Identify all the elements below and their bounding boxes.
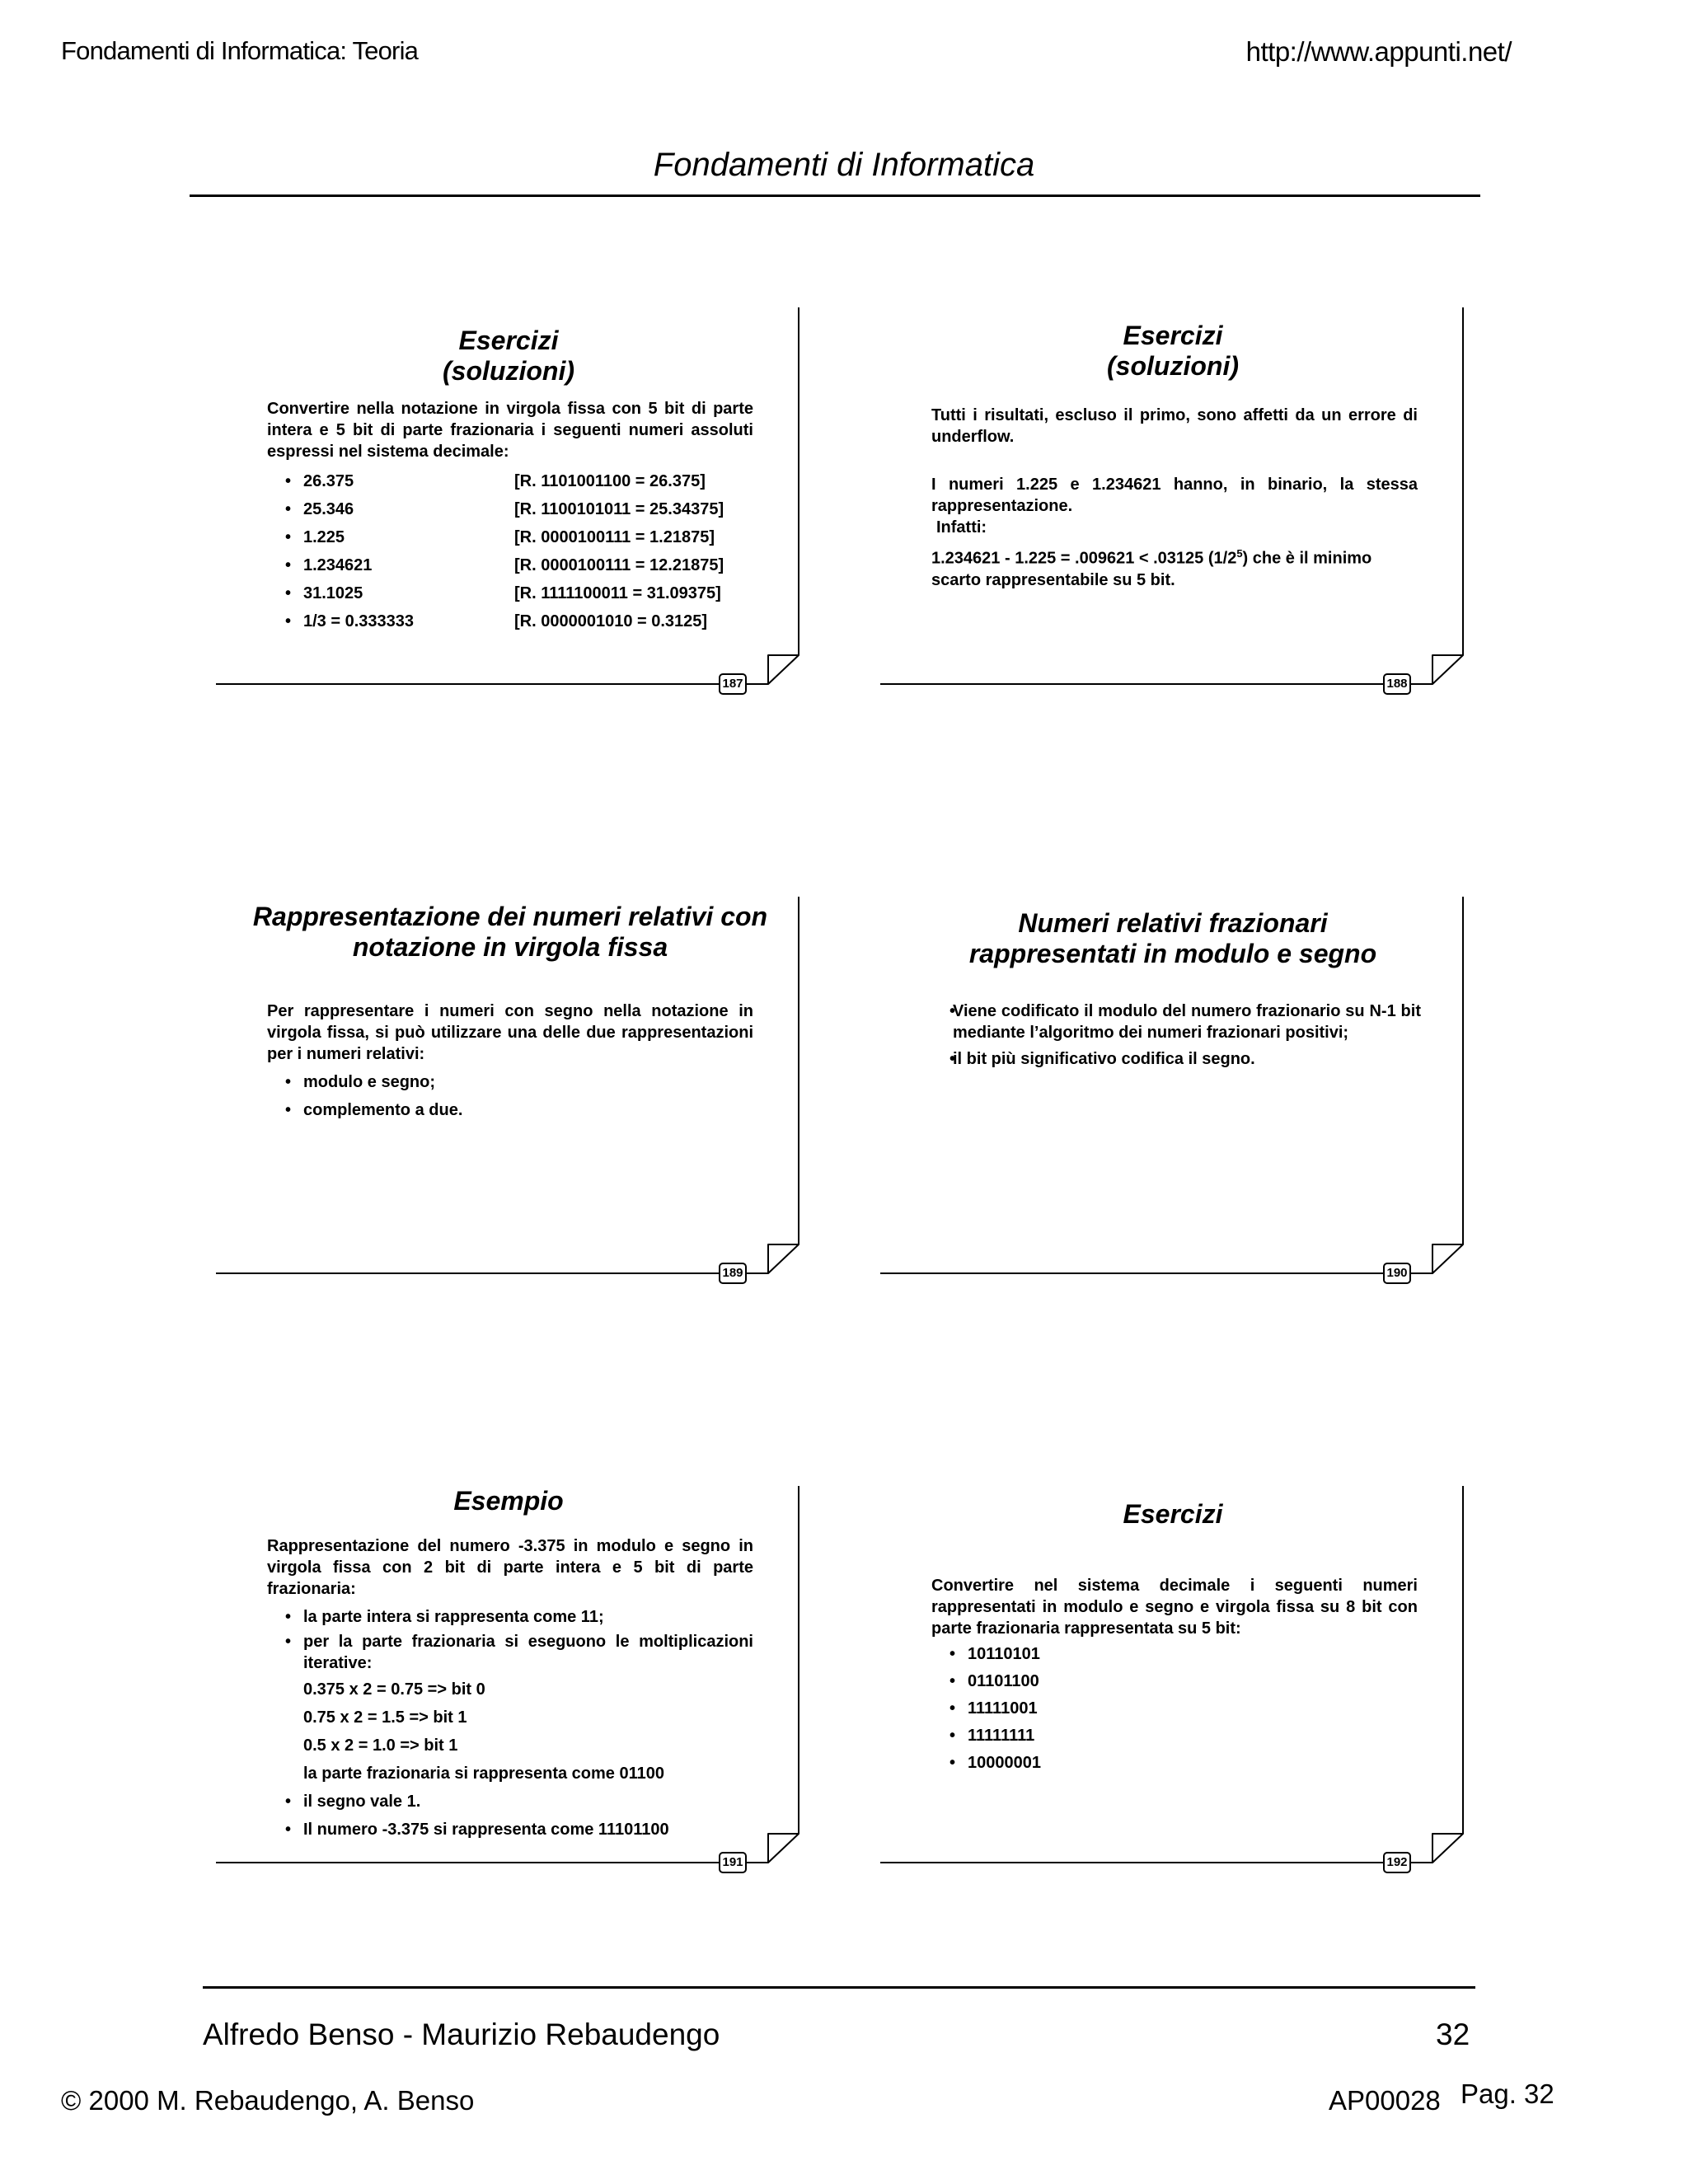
slide-title-line: (soluzioni) — [1107, 351, 1239, 381]
underflow-paragraph: Tutti i risultati, escluso il primo, sono affetti da un errore di underflow. — [931, 406, 1418, 446]
formula-exponent: 5 — [1236, 547, 1243, 560]
item-value: 1.225 — [303, 528, 345, 546]
list-item — [267, 579, 753, 607]
page-curl-icon — [1432, 654, 1465, 686]
minimum-gap-paragraph — [931, 543, 1418, 591]
slide-title-line: Rappresentazione dei numeri relativi con — [252, 902, 768, 931]
slide-number: 187 — [719, 673, 747, 695]
slide-192 — [880, 1486, 1465, 1869]
item-value: 31.1025 — [303, 584, 363, 602]
footer-page-number: 32 — [1436, 2018, 1470, 2051]
slide-bottom-edge — [880, 683, 1432, 685]
slide-title-line: Numeri relativi frazionari — [1018, 908, 1328, 938]
encoding-list — [931, 1001, 1421, 1070]
slide-title-line: Esercizi — [1123, 321, 1223, 350]
header-left-text: Fondamenti di Informatica: Teoria — [61, 36, 419, 65]
slide-191 — [216, 1486, 801, 1869]
list-item — [931, 1048, 1421, 1070]
slide-number: 190 — [1383, 1263, 1411, 1284]
list-item — [267, 607, 753, 635]
page-curl-icon — [767, 1244, 800, 1275]
slide-title-line: Esercizi — [458, 326, 559, 355]
list-item: • 11111001 — [931, 1695, 1418, 1722]
slide-body — [267, 398, 753, 635]
slide-intro: Convertire nella notazione in virgola fissa con 5 bit di parte intera e 5 bit di parte frazionaria i seguenti numeri assoluti espressi nel sistema decimale: — [267, 400, 753, 461]
page-curl-icon — [1432, 1833, 1465, 1864]
slide-intro: Rappresentazione del numero -3.375 in modulo e segno in virgola fissa con 2 bit di parte intera e 5 bit di parte frazionaria: — [267, 1537, 753, 1598]
list-item-text: • per la parte frazionaria si eseguono le moltiplicazioni iterative: — [303, 1633, 753, 1672]
list-item — [267, 1631, 753, 1674]
multiplication-steps — [267, 1675, 753, 1788]
list-item: • complemento a due. — [267, 1096, 753, 1124]
list-item: • 01101100 — [931, 1668, 1418, 1695]
slide-right-edge — [1462, 307, 1464, 655]
list-item — [931, 1001, 1421, 1043]
slide-body — [267, 1535, 753, 1844]
item-answer: [R. 1111100011 = 31.09375] — [514, 584, 721, 602]
slide-body — [931, 1001, 1421, 1070]
slide-title-line: rappresentati in modulo e segno — [968, 939, 1377, 968]
formula-text: 1.234621 - 1.225 = .009621 < .03125 (1/2 — [931, 549, 1237, 568]
slide-right-edge — [1462, 897, 1464, 1244]
slide-title — [880, 1499, 1465, 1530]
slide-number: 189 — [719, 1263, 747, 1284]
page-curl-icon — [1432, 1244, 1465, 1275]
slide-187 — [216, 307, 801, 691]
page-curl-icon — [767, 654, 800, 686]
slide-bottom-edge — [216, 1272, 768, 1274]
representation-list — [267, 1068, 753, 1124]
list-item: • Il numero -3.375 si rappresenta come 11101100 — [267, 1816, 753, 1844]
infatti-label: Infatti: — [936, 518, 987, 537]
slide-right-edge — [798, 1486, 799, 1834]
slide-body — [931, 1575, 1418, 1777]
slide-right-edge — [798, 307, 799, 655]
item-answer: [R. 1100101011 = 25.34375] — [514, 500, 724, 518]
slide-body — [931, 405, 1418, 591]
slide-title — [880, 908, 1465, 969]
slide-title-line: (soluzioni) — [443, 356, 574, 386]
slide-intro: Convertire nel sistema decimale i seguenti numeri rappresentati in modulo e segno e virgola fissa su 8 bit con parte frazionaria rappresentata su 5 bit: — [931, 1577, 1418, 1638]
slide-title — [880, 321, 1465, 382]
item-value: 26.375 — [303, 472, 354, 490]
item-answer: [R. 0000100111 = 12.21875] — [514, 556, 724, 574]
footer-authors: Alfredo Benso - Maurizio Rebaudengo — [203, 2018, 720, 2051]
list-item: • modulo e segno; — [267, 1068, 753, 1096]
list-item: • 10110101 — [931, 1641, 1418, 1668]
list-item: • il segno vale 1. — [267, 1788, 753, 1816]
slide-title-line: notazione in virgola fissa — [352, 932, 668, 962]
slide-title — [216, 1486, 801, 1516]
item-answer: [R. 1101001100 = 26.375] — [514, 472, 706, 490]
slide-title-line: Esempio — [453, 1486, 564, 1516]
list-item-text: • Viene codificato il modulo del numero frazionario su N-1 bit mediante l’algoritmo dei numeri frazionari positivi; — [953, 1002, 1421, 1042]
slide-intro: Per rappresentare i numeri con segno nella notazione in virgola fissa, si può utilizzare una delle due rappresentazioni per i numeri relativi: — [267, 1002, 753, 1063]
slide-bottom-edge — [880, 1862, 1432, 1863]
item-answer: [R. 0000001010 = 0.3125] — [514, 612, 708, 630]
slide-title — [209, 902, 811, 963]
item-value: 25.346 — [303, 500, 354, 518]
list-item: • la parte intera si rappresenta come 11; — [267, 1603, 753, 1631]
fraction-result: la parte frazionaria si rappresenta come 01100 — [303, 1765, 664, 1783]
representation-paragraph: I numeri 1.225 e 1.234621 hanno, in binario, la stessa rappresentazione. — [931, 476, 1418, 515]
page-curl-icon — [767, 1833, 800, 1864]
slide-189 — [216, 897, 801, 1280]
list-item: • 11111111 — [931, 1722, 1418, 1750]
list-item: • 10000001 — [931, 1750, 1418, 1777]
slide-188 — [880, 307, 1465, 691]
example-steps-list — [267, 1603, 753, 1674]
item-value: 1/3 = 0.333333 — [303, 612, 415, 630]
document-code: AP00028 — [1329, 2085, 1441, 2116]
conversion-list — [267, 467, 753, 635]
bottom-rule — [203, 1986, 1475, 1989]
item-answer: [R. 0000100111 = 1.21875] — [514, 528, 715, 546]
slide-bottom-edge — [880, 1272, 1432, 1274]
slide-bottom-edge — [216, 683, 768, 685]
slide-right-edge — [798, 897, 799, 1244]
page-label: Pag. 32 — [1461, 2079, 1554, 2109]
multiplication-step: 0.75 x 2 = 1.5 => bit 1 — [303, 1708, 467, 1727]
list-item — [267, 551, 753, 579]
slide-number: 191 — [719, 1852, 747, 1873]
slide-bottom-edge — [216, 1862, 768, 1863]
multiplication-step: 0.375 x 2 = 0.75 => bit 0 — [303, 1680, 485, 1699]
copyright: © 2000 M. Rebaudengo, A. Benso — [61, 2085, 475, 2116]
list-item — [267, 495, 753, 523]
list-item — [267, 467, 753, 495]
multiplication-step: 0.5 x 2 = 1.0 => bit 1 — [303, 1736, 458, 1755]
slide-number: 188 — [1383, 673, 1411, 695]
list-item — [267, 523, 753, 551]
list-item-text: • il bit più significativo codifica il segno. — [953, 1050, 1255, 1068]
slide-title — [216, 326, 801, 387]
item-value: 1.234621 — [303, 556, 373, 574]
slide-title-line: Esercizi — [1123, 1499, 1223, 1529]
formula-text: ) che è il minimo scarto rappresentabile su 5 bit. — [931, 549, 1372, 589]
page-title: Fondamenti di Informatica — [653, 147, 1035, 183]
slide-190 — [880, 897, 1465, 1280]
slide-right-edge — [1462, 1486, 1464, 1834]
binary-numbers-list — [931, 1641, 1418, 1777]
header-url[interactable]: http://www.appunti.net/ — [1245, 36, 1512, 67]
top-rule — [190, 194, 1480, 197]
slide-body — [267, 1001, 753, 1124]
example-result-list — [267, 1788, 753, 1844]
slide-number: 192 — [1383, 1852, 1411, 1873]
